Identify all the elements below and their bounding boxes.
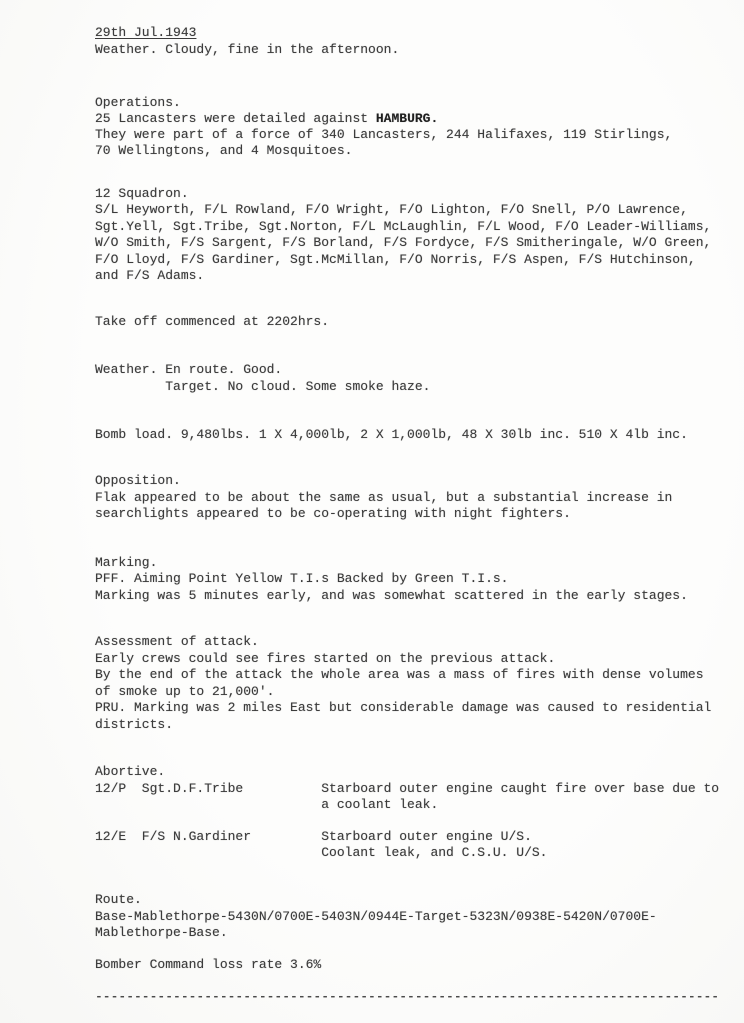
page-divider: --------------------------------------------------------------------------------	[95, 989, 720, 1004]
assessment-line: of smoke up to 21,000'.	[95, 684, 275, 699]
crew-line: F/O Lloyd, F/S Gardiner, Sgt.McMillan, F/O Norris, F/S Aspen, F/S Hutchinson,	[95, 252, 696, 267]
operations-detail-line	[95, 112, 438, 126]
opposition-line: searchlights appeared to be co-operating with night fighters.	[95, 506, 571, 521]
force-line: 70 Wellingtons, and 4 Mosquitoes.	[95, 143, 353, 158]
opposition-line: Flak appeared to be about the same as usual, but a substantial increase in	[95, 490, 673, 505]
target-city: HAMBURG.	[375, 111, 439, 126]
assessment-line: districts.	[95, 717, 174, 732]
date-heading: 29th Jul.1943	[95, 25, 197, 40]
route-line: Base-Mablethorpe-5430N/0700E-5403N/0944E-Target-5323N/0938E-5420N/0700E-	[95, 909, 657, 924]
assessment-line: PRU. Marking was 2 miles East but considerable damage was caused to residential	[95, 700, 712, 715]
crew-line: W/O Smith, F/S Sargent, F/S Borland, F/S Fordyce, F/S Smitheringale, W/O Green,	[95, 235, 712, 250]
abortive-heading: Abortive.	[95, 764, 166, 779]
route-line: Mablethorpe-Base.	[95, 925, 228, 940]
crew-line: S/L Heyworth, F/L Rowland, F/O Wright, F/O Lighton, F/O Snell, P/O Lawrence,	[95, 202, 688, 217]
takeoff-line: Take off commenced at 2202hrs.	[95, 314, 330, 329]
loss-rate-line: Bomber Command loss rate 3.6%	[95, 957, 322, 972]
marking-heading: Marking.	[95, 555, 158, 570]
force-line: They were part of a force of 340 Lancasters, 244 Halifaxes, 119 Stirlings,	[95, 127, 673, 142]
weather-day-line: Weather. Cloudy, fine in the afternoon.	[95, 42, 400, 57]
operations-heading: Operations.	[95, 95, 181, 110]
abortive-entry: Coolant leak, and C.S.U. U/S.	[95, 845, 548, 860]
assessment-line: Early crews could see fires started on the previous attack.	[95, 651, 556, 666]
operations-detail-prefix: 25 Lancasters were detailed against	[95, 111, 376, 126]
opposition-heading: Opposition.	[95, 473, 181, 488]
squadron-heading: 12 Squadron.	[95, 186, 189, 201]
crew-line: and F/S Adams.	[95, 268, 205, 283]
route-heading: Route.	[95, 892, 142, 907]
weather-report-line: Target. No cloud. Some smoke haze.	[95, 379, 431, 394]
assessment-line: By the end of the attack the whole area was a mass of fires with dense volumes	[95, 667, 704, 682]
bomb-load-line: Bomb load. 9,480lbs. 1 X 4,000lb, 2 X 1,000lb, 48 X 30lb inc. 510 X 4lb inc.	[95, 427, 688, 442]
marking-line: PFF. Aiming Point Yellow T.I.s Backed by Green T.I.s.	[95, 571, 509, 586]
crew-line: Sgt.Yell, Sgt.Tribe, Sgt.Norton, F/L McLaughlin, F/L Wood, F/O Leader-Williams,	[95, 219, 712, 234]
abortive-entry: 12/E F/S N.Gardiner Starboard outer engine U/S.	[95, 829, 532, 844]
marking-line: Marking was 5 minutes early, and was somewhat scattered in the early stages.	[95, 588, 688, 603]
weather-report-line: Weather. En route. Good.	[95, 362, 283, 377]
abortive-entry: 12/P Sgt.D.F.Tribe Starboard outer engine caught fire over base due to	[95, 781, 720, 796]
assessment-heading: Assessment of attack.	[95, 634, 259, 649]
abortive-entry: a coolant leak.	[95, 797, 439, 812]
